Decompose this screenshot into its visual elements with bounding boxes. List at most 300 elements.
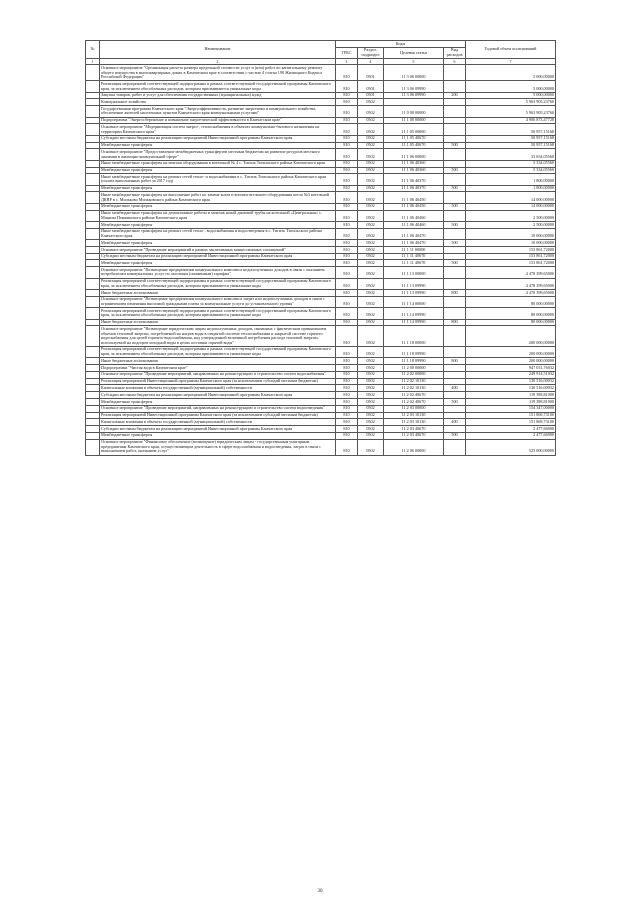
row-cs-cell: 11 0 00 00000 (384, 106, 444, 117)
row-cs-cell: 11 1 13 09990 (384, 290, 444, 297)
row-name-cell: Иные межбюджетные трансферты на ремонт сетей тепло-, водоснабжения и водоотведения в с. Тигиль Тигильского района Камчатского края (100, 228, 336, 239)
table-row (86, 412, 556, 419)
row-vr-cell (444, 426, 466, 433)
table-row (86, 160, 556, 167)
row-rz-cell: 0502 (358, 246, 384, 253)
row-rz-cell: 0502 (358, 426, 384, 433)
row-vr-cell: 500 (444, 260, 466, 267)
row-name-cell: Межбюджетные трансферты (100, 185, 336, 192)
table-row (86, 290, 556, 297)
row-vr-cell: 500 (444, 203, 466, 210)
row-num-cell (86, 174, 100, 185)
row-num-cell (86, 160, 100, 167)
row-grbs-cell: 810 (336, 149, 358, 160)
table-row (86, 426, 556, 433)
row-cs-cell (384, 99, 444, 106)
row-grbs-cell: 810 (336, 142, 358, 149)
row-rz-cell: 0502 (358, 106, 384, 117)
row-cs-cell: 11 1 11 40670 (384, 253, 444, 260)
row-num-cell (86, 296, 100, 307)
row-name-cell: Закупка товаров, работ и услуг для обеспечения государственных (муниципальных) нужд (100, 92, 336, 99)
row-sum-cell: 4 478 399,65000 (466, 278, 556, 289)
row-num-cell (86, 260, 100, 267)
row-cs-cell: 11 1 13 09990 (384, 278, 444, 289)
row-vr-cell (444, 174, 466, 185)
row-sum-cell: 80 000,00000 (466, 296, 556, 307)
row-rz-cell: 0502 (358, 296, 384, 307)
row-sum-cell: 153 861,72000 (466, 246, 556, 253)
table-row (86, 185, 556, 192)
row-vr-cell (444, 278, 466, 289)
table-row (86, 167, 556, 174)
row-name-cell: Реализация мероприятий соответствующей подпрограммы в рамках соответствующей государственной программы Камчатского края, за исключением обособленных расходов, которым присваиваются уникальные коды (100, 81, 336, 92)
row-grbs-cell: 810 (336, 174, 358, 185)
budget-table-sheet (85, 40, 555, 456)
row-grbs-cell: 810 (336, 99, 358, 106)
row-cs-cell: 11 1 05 40670 (384, 135, 444, 142)
row-num-cell (86, 185, 100, 192)
row-grbs-cell: 810 (336, 267, 358, 278)
row-cs-cell: 11 1 18 00000 (384, 326, 444, 347)
table-row (86, 392, 556, 399)
row-sum-cell: 5 000,00000 (466, 65, 556, 81)
row-name-cell: Основное мероприятие "Возмещение юридическим лицам недополученных доходов, связанных с фактическим превышением объемов тепловой энергии, потребляемой на нагрев воды в открытой системе теплоснабжения и закрытой системе горячего водоснабжения для целей горячего водоснабжения, над утвержденной величиной потребления расхода тепловой энергии, используемой на подогрев холодной воды в целях поставки горячей воды" (100, 326, 336, 347)
row-cs-cell: 11 2 06 00000 (384, 439, 444, 455)
row-num-cell (86, 405, 100, 412)
row-name-cell: Межбюджетные трансферты (100, 398, 336, 405)
row-grbs-cell: 810 (336, 246, 358, 253)
row-num-cell (86, 439, 100, 455)
row-num-cell (86, 426, 100, 433)
row-rz-cell: 0502 (358, 192, 384, 203)
row-cs-cell: 11 1 06 40370 (384, 174, 444, 185)
row-grbs-cell: 810 (336, 160, 358, 167)
row-num-cell (86, 378, 100, 385)
table-row (86, 253, 556, 260)
row-rz-cell: 0501 (358, 65, 384, 81)
row-vr-cell (444, 439, 466, 455)
row-sum-cell: 4 478 399,65000 (466, 267, 556, 278)
table-row (86, 267, 556, 278)
row-name-cell: Основное мероприятие "Возмещение предприятиям коммунального комплекса недополученных доходов в связи с оказанием потребителям коммунальных услуг по льготным (сниженным) тарифам" (100, 267, 336, 278)
row-sum-cell: 80 000,00000 (466, 319, 556, 326)
row-cs-cell: 11 1 06 40470 (384, 240, 444, 247)
row-rz-cell: 0502 (358, 385, 384, 392)
row-rz-cell: 0502 (358, 412, 384, 419)
row-grbs-cell: 810 (336, 385, 358, 392)
index-cell: 1 (86, 59, 100, 65)
row-sum-cell: 10 000,00000 (466, 228, 556, 239)
row-cs-cell: 11 1 06 40450 (384, 192, 444, 203)
row-grbs-cell: 810 (336, 308, 358, 319)
row-sum-cell: 50 957,15168 (466, 142, 556, 149)
row-num-cell (86, 192, 100, 203)
row-grbs-cell: 810 (336, 405, 358, 412)
row-name-cell: Межбюджетные трансферты (100, 260, 336, 267)
row-num-cell (86, 167, 100, 174)
row-num-cell (86, 203, 100, 210)
table-row (86, 124, 556, 135)
index-cell: 7 (466, 59, 556, 65)
row-vr-cell (444, 99, 466, 106)
row-vr-cell: 500 (444, 240, 466, 247)
row-sum-cell: 80 000,00000 (466, 308, 556, 319)
row-rz-cell: 0502 (358, 319, 384, 326)
header-cs: Целевая статья (384, 47, 444, 58)
row-sum-cell: 130 516,00032 (466, 385, 556, 392)
table-row (86, 142, 556, 149)
row-cs-cell: 11 2 02 10130 (384, 378, 444, 385)
row-cs-cell: 11 1 05 40670 (384, 142, 444, 149)
row-grbs-cell: 810 (336, 432, 358, 439)
row-grbs-cell: 810 (336, 319, 358, 326)
row-num-cell (86, 246, 100, 253)
row-sum-cell: 10 000,00000 (466, 240, 556, 247)
row-vr-cell (444, 210, 466, 221)
row-cs-cell: 11 1 06 40450 (384, 203, 444, 210)
row-num-cell (86, 412, 100, 419)
row-rz-cell: 0502 (358, 419, 384, 426)
row-grbs-cell: 810 (336, 81, 358, 92)
table-header-row (86, 41, 556, 48)
row-vr-cell: 800 (444, 319, 466, 326)
table-row (86, 432, 556, 439)
row-cs-cell: 11 2 03 40670 (384, 426, 444, 433)
row-name-cell: Субсидии местным бюджетам на реализацию мероприятий Инвестиционной программы Камчатского края (100, 392, 336, 399)
row-name-cell: Основное мероприятие "Финансовое обеспечение (возмещение) юридическим лицам - государственным унитарным предприятиям Камчатского края, осуществляющим деятельность в сфере водоснабжения и водоотведения, затрат в связи с выполнением работ, оказанием услуг" (100, 439, 336, 455)
row-sum-cell: 130 516,00032 (466, 378, 556, 385)
row-num-cell (86, 240, 100, 247)
row-sum-cell: 151 869,73100 (466, 419, 556, 426)
row-rz-cell: 0502 (358, 267, 384, 278)
row-grbs-cell: 810 (336, 398, 358, 405)
row-name-cell: Межбюджетные трансферты (100, 240, 336, 247)
table-row (86, 81, 556, 92)
row-name-cell: Коммунальное хозяйство (100, 99, 336, 106)
row-cs-cell: 11 1 06 40460 (384, 210, 444, 221)
row-sum-cell: 5 963 905,23760 (466, 99, 556, 106)
row-cs-cell: 11 3 06 09990 (384, 92, 444, 99)
row-grbs-cell: 810 (336, 185, 358, 192)
row-num-cell (86, 278, 100, 289)
row-cs-cell: 11 1 14 00000 (384, 296, 444, 307)
row-num-cell (86, 385, 100, 392)
row-name-cell: Субсидии местным бюджетам на реализацию мероприятий Инвестиционной программы Камчатского края (100, 135, 336, 142)
row-vr-cell (444, 392, 466, 399)
row-vr-cell (444, 296, 466, 307)
budget-table (85, 40, 556, 456)
row-vr-cell: 500 (444, 142, 466, 149)
row-rz-cell: 0502 (358, 308, 384, 319)
row-vr-cell (444, 192, 466, 203)
row-rz-cell: 0502 (358, 185, 384, 192)
row-cs-cell: 11 1 14 09990 (384, 308, 444, 319)
row-grbs-cell: 810 (336, 392, 358, 399)
row-rz-cell: 0502 (358, 167, 384, 174)
row-name-cell: Иные бюджетные ассигнования (100, 358, 336, 365)
row-rz-cell: 0502 (358, 117, 384, 124)
row-vr-cell (444, 117, 466, 124)
table-row (86, 246, 556, 253)
table-row (86, 439, 556, 455)
row-grbs-cell: 810 (336, 290, 358, 297)
row-name-cell: Межбюджетные трансферты (100, 203, 336, 210)
row-grbs-cell: 810 (336, 210, 358, 221)
row-vr-cell: 800 (444, 358, 466, 365)
table-row (86, 378, 556, 385)
row-num-cell (86, 99, 100, 106)
row-vr-cell (444, 228, 466, 239)
row-num-cell (86, 117, 100, 124)
row-cs-cell: 11 1 06 00000 (384, 149, 444, 160)
row-vr-cell: 500 (444, 398, 466, 405)
row-num-cell (86, 290, 100, 297)
row-cs-cell: 11 3 06 00000 (384, 65, 444, 81)
row-grbs-cell: 810 (336, 426, 358, 433)
row-num-cell (86, 371, 100, 378)
row-rz-cell: 0502 (358, 358, 384, 365)
row-sum-cell: 50 957,15168 (466, 135, 556, 142)
row-cs-cell: 11 1 06 40370 (384, 185, 444, 192)
row-rz-cell: 0502 (358, 124, 384, 135)
row-name-cell: Основное мероприятие "Проведение мероприятий, направленных на реконструкцию и строительство систем водоотведения" (100, 405, 336, 412)
row-sum-cell: 153 861,72000 (466, 253, 556, 260)
table-row (86, 192, 556, 203)
row-sum-cell: 151 869,73100 (466, 412, 556, 419)
row-vr-cell (444, 253, 466, 260)
row-cs-cell: 11 1 11 00000 (384, 246, 444, 253)
row-num-cell (86, 210, 100, 221)
row-name-cell: Реализация мероприятий Инвестиционной программы Камчатского края (за исключением субсидий местным бюджетам) (100, 412, 336, 419)
row-name-cell: Основное мероприятие "Возмещение предприятиям коммунального комплекса затрат или недополученных доходов в связи с ограничением изменения вносимой гражданами платы за коммунальные услуги до установленного уровня" (100, 296, 336, 307)
row-num-cell (86, 365, 100, 372)
row-rz-cell: 0501 (358, 92, 384, 99)
row-name-cell: Капитальные вложения в объекты государственной (муниципальной) собственности (100, 385, 336, 392)
row-rz-cell: 0502 (358, 160, 384, 167)
row-name-cell: Реализация мероприятий соответствующей подпрограммы в рамках соответствующей государственной программы Камчатского края, за исключением обособленных расходов, которым присваиваются уникальные коды (100, 278, 336, 289)
row-num-cell (86, 124, 100, 135)
row-num-cell (86, 432, 100, 439)
row-grbs-cell: 810 (336, 203, 358, 210)
index-cell: 3 (336, 59, 358, 65)
table-row (86, 106, 556, 117)
row-sum-cell: 1 800,00000 (466, 185, 556, 192)
row-rz-cell: 0502 (358, 228, 384, 239)
row-sum-cell: 5 334,05560 (466, 167, 556, 174)
table-row (86, 308, 556, 319)
header-rz: Раздел, подраздел (358, 47, 384, 58)
row-num-cell (86, 398, 100, 405)
table-row (86, 278, 556, 289)
row-rz-cell: 0502 (358, 142, 384, 149)
header-num: № (86, 41, 100, 59)
row-sum-cell: 5 000,00000 (466, 81, 556, 92)
row-grbs-cell: 810 (336, 371, 358, 378)
row-sum-cell: 5 963 905,23760 (466, 106, 556, 117)
row-num-cell (86, 346, 100, 357)
row-name-cell: Подпрограмма "Чистая вода в Камчатском крае" (100, 365, 336, 372)
row-rz-cell: 0502 (358, 398, 384, 405)
table-row (86, 210, 556, 221)
row-rz-cell: 0502 (358, 260, 384, 267)
row-num-cell (86, 392, 100, 399)
row-grbs-cell: 810 (336, 439, 358, 455)
table-row (86, 65, 556, 81)
row-rz-cell: 0502 (358, 253, 384, 260)
table-row (86, 358, 556, 365)
row-vr-cell (444, 378, 466, 385)
row-sum-cell: 2 477,66900 (466, 426, 556, 433)
row-name-cell: Межбюджетные трансферты (100, 142, 336, 149)
row-grbs-cell: 810 (336, 106, 358, 117)
index-cell: 4 (358, 59, 384, 65)
row-grbs-cell: 810 (336, 167, 358, 174)
row-rz-cell: 0502 (358, 371, 384, 378)
row-rz-cell: 0502 (358, 203, 384, 210)
row-grbs-cell: 810 (336, 124, 358, 135)
row-name-cell: Капитальные вложения в объекты государственной (муниципальной) собственности (100, 419, 336, 426)
row-cs-cell: 11 1 06 40360 (384, 160, 444, 167)
index-cell: 5 (384, 59, 444, 65)
row-num-cell (86, 142, 100, 149)
row-vr-cell (444, 149, 466, 160)
row-num-cell (86, 221, 100, 228)
row-grbs-cell: 810 (336, 253, 358, 260)
row-cs-cell: 11 2 02 10130 (384, 385, 444, 392)
row-grbs-cell: 810 (336, 326, 358, 347)
row-grbs-cell: 810 (336, 296, 358, 307)
table-row (86, 203, 556, 210)
row-sum-cell: 200 000,00000 (466, 346, 556, 357)
table-row (86, 296, 556, 307)
row-rz-cell: 0502 (358, 210, 384, 221)
table-row (86, 135, 556, 142)
row-name-cell: Основное мероприятие "Модернизация систем энерго-, теплоснабжения в объектах коммунально-бытового назначения на территории Камчатского края" (100, 124, 336, 135)
row-sum-cell: 14 000,00000 (466, 192, 556, 203)
row-grbs-cell: 810 (336, 192, 358, 203)
row-sum-cell: 2 500,00000 (466, 210, 556, 221)
row-num-cell (86, 419, 100, 426)
row-name-cell: Реализация мероприятий соответствующей подпрограммы в рамках соответствующей государственной программы Камчатского края, за исключением обособленных расходов, которым присваиваются уникальные коды (100, 346, 336, 357)
row-name-cell: Основное мероприятие "Проведение мероприятий в рамках заключенных концессионных соглашений" (100, 246, 336, 253)
row-rz-cell: 0502 (358, 99, 384, 106)
row-sum-cell: 153 861,72000 (466, 260, 556, 267)
row-name-cell: Иные межбюджетные трансферты на монтаж оборудования в котельной № 4 с. Тигиль Тигильского района Камчатского края (100, 160, 336, 167)
row-num-cell (86, 319, 100, 326)
row-rz-cell: 0502 (358, 326, 384, 347)
table-row (86, 385, 556, 392)
row-cs-cell: 11 1 06 40460 (384, 221, 444, 228)
table-row (86, 371, 556, 378)
row-name-cell: Подпрограмма "Энергосбережение и повышение энергетической эффективности в Камчатском крае" (100, 117, 336, 124)
row-sum-cell: 4 478 399,65000 (466, 290, 556, 297)
row-cs-cell: 11 2 03 40670 (384, 432, 444, 439)
row-rz-cell: 0502 (358, 405, 384, 412)
row-vr-cell (444, 308, 466, 319)
table-row (86, 319, 556, 326)
table-row (86, 365, 556, 372)
row-name-cell: Государственная программа Камчатского края "Энергоэффективность, развитие энергетики и коммунального хозяйства, обеспечение жителей населенных пунктов Камчатского края коммунальными услугами" (100, 106, 336, 117)
header-grbs: ГРБС (336, 47, 358, 58)
row-grbs-cell: 810 (336, 65, 358, 81)
row-vr-cell (444, 412, 466, 419)
row-num-cell (86, 267, 100, 278)
row-cs-cell: 11 2 03 10130 (384, 419, 444, 426)
row-name-cell: Реализация мероприятий соответствующей подпрограммы в рамках соответствующей государственной программы Камчатского края, за исключением обособленных расходов, которым присваиваются уникальные коды (100, 308, 336, 319)
row-grbs-cell: 810 (336, 419, 358, 426)
row-vr-cell (444, 267, 466, 278)
row-sum-cell: 5 334,05560 (466, 160, 556, 167)
table-row (86, 240, 556, 247)
row-cs-cell: 11 2 02 40670 (384, 392, 444, 399)
row-vr-cell (444, 135, 466, 142)
row-cs-cell: 11 1 14 09990 (384, 319, 444, 326)
row-cs-cell: 11 2 02 00000 (384, 371, 444, 378)
row-sum-cell: 2 477,66900 (466, 432, 556, 439)
row-cs-cell: 11 2 02 40670 (384, 398, 444, 405)
row-cs-cell: 11 3 06 09990 (384, 81, 444, 92)
row-vr-cell (444, 371, 466, 378)
row-num-cell (86, 358, 100, 365)
row-sum-cell: 947 031,76032 (466, 365, 556, 372)
table-row (86, 260, 556, 267)
row-vr-cell (444, 106, 466, 117)
row-vr-cell: 400 (444, 385, 466, 392)
row-rz-cell: 0502 (358, 392, 384, 399)
row-name-cell: Межбюджетные трансферты (100, 221, 336, 228)
index-cell: 6 (444, 59, 466, 65)
row-sum-cell: 1 800,00000 (466, 174, 556, 185)
table-row (86, 221, 556, 228)
row-grbs-cell: 810 (336, 260, 358, 267)
table-row (86, 419, 556, 426)
table-row (86, 99, 556, 106)
table-row (86, 92, 556, 99)
row-rz-cell: 0502 (358, 378, 384, 385)
row-rz-cell: 0502 (358, 149, 384, 160)
row-grbs-cell: 810 (336, 135, 358, 142)
row-cs-cell: 11 1 18 09990 (384, 358, 444, 365)
table-row (86, 346, 556, 357)
row-sum-cell: 154 347,00000 (466, 405, 556, 412)
row-vr-cell: 500 (444, 432, 466, 439)
row-num-cell (86, 92, 100, 99)
row-cs-cell: 11 1 06 40470 (384, 228, 444, 239)
row-rz-cell: 0502 (358, 278, 384, 289)
row-num-cell (86, 65, 100, 81)
header-sum: Годовой объем ассигнований (466, 41, 556, 59)
row-rz-cell: 0502 (358, 439, 384, 455)
table-row (86, 398, 556, 405)
row-name-cell: Основное мероприятие "Организация расчета размера предельной стоимости услуг и (или) работ по капитальному ремонту общего имущества в многоквартирных домах в Камчатском крае в соответствии с частью 4 статьи 190 Жилищного Кодекса Российской Федерации" (100, 65, 336, 81)
header-codes: Коды (336, 41, 466, 48)
row-vr-cell: 500 (444, 185, 466, 192)
row-vr-cell: 800 (444, 290, 466, 297)
row-name-cell: Межбюджетные трансферты (100, 432, 336, 439)
row-grbs-cell: 810 (336, 240, 358, 247)
page-number: 30 (317, 889, 323, 894)
row-name-cell: Субсидии местным бюджетам на реализацию мероприятий Инвестиционной программы Камчатского края (100, 426, 336, 433)
row-cs-cell: 11 2 03 10130 (384, 412, 444, 419)
row-cs-cell: 11 2 03 00000 (384, 405, 444, 412)
row-num-cell (86, 135, 100, 142)
row-sum-cell: 14 000,00000 (466, 203, 556, 210)
table-row (86, 326, 556, 347)
row-grbs-cell: 810 (336, 92, 358, 99)
row-grbs-cell: 810 (336, 346, 358, 357)
row-name-cell: Основное мероприятие "Проведение мероприятий, направленных на реконструкцию и строительство систем водоснабжения" (100, 371, 336, 378)
row-cs-cell: 11 1 00 00000 (384, 117, 444, 124)
